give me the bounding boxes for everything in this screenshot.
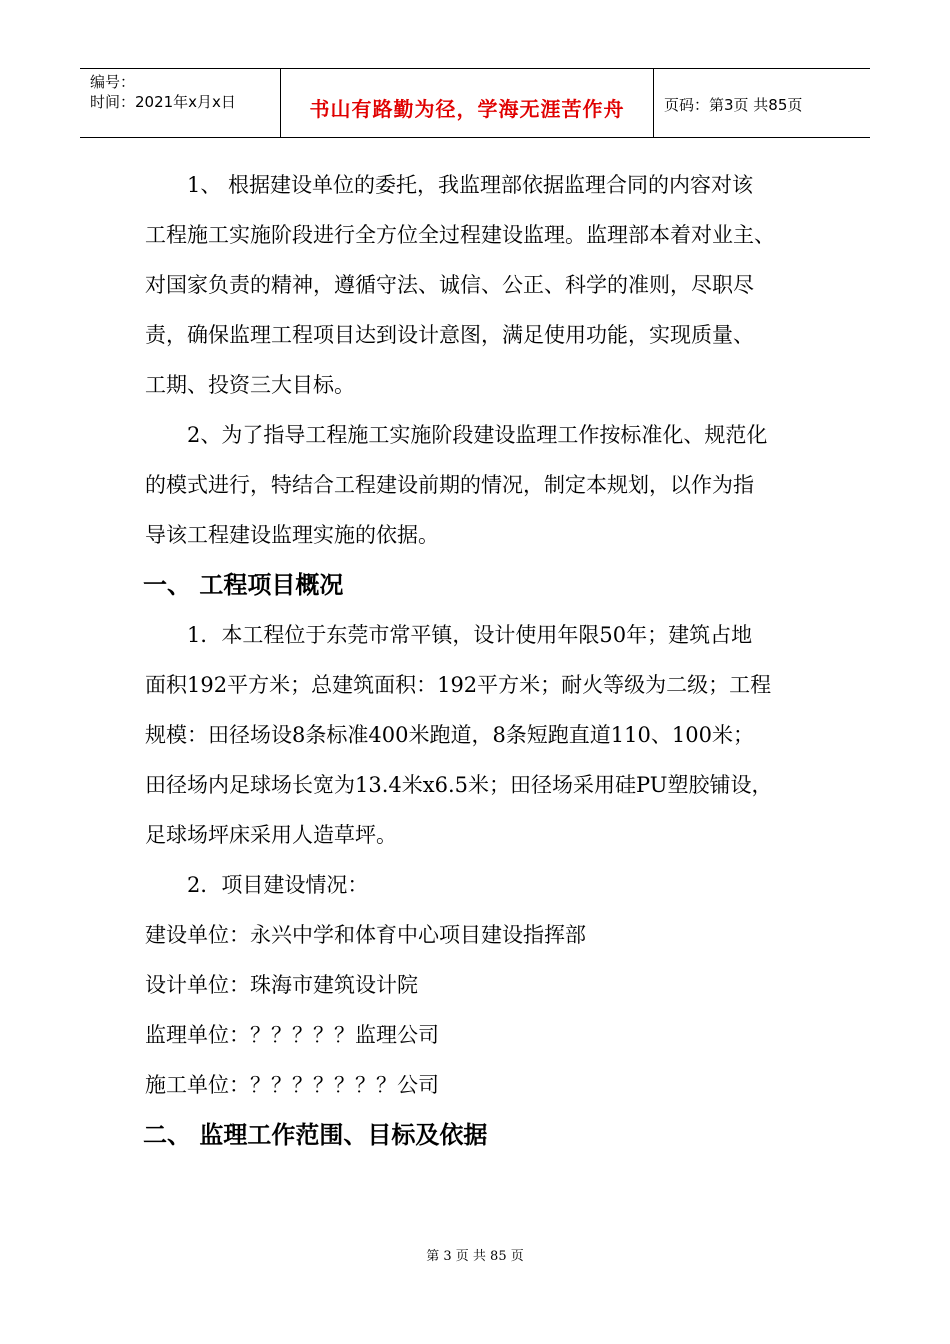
header-right-cell	[654, 69, 870, 137]
header-left-cell	[80, 69, 281, 137]
paragraph-line: 1．本工程位于东莞市常平镇，设计使用年限50年；建筑占地	[187, 623, 753, 647]
document-body	[145, 160, 810, 1160]
document-number-label: 编号：	[90, 73, 136, 91]
paragraph-line: 2、为了指导工程施工实施阶段建设监理工作按标准化、规范化	[187, 423, 768, 447]
section-heading-1: 一、 工程项目概况	[143, 571, 344, 599]
document-date: 时间：2021年x月x日	[90, 93, 236, 111]
paragraph-line: 面积192平方米；总建筑面积：192平方米；耐火等级为二级；工程	[145, 673, 772, 697]
paragraph-line: 责，确保监理工程项目达到设计意图，满足使用功能，实现质量、	[145, 323, 754, 347]
subsection-title: 2．项目建设情况：	[187, 873, 369, 897]
paragraph-line: 规模：田径场设8条标准400米跑道，8条短跑直道110、100米；	[145, 723, 754, 747]
unit-line-supervision: 监理单位：？？？？？监理公司	[145, 1023, 439, 1047]
section-heading-2: 二、 监理工作范围、目标及依据	[143, 1121, 488, 1149]
page-footer: 第 3 页 共 85 页	[426, 1249, 524, 1264]
paragraph-line: 田径场内足球场长宽为13.4米x6.5米；田径场采用硅PU塑胶铺设，	[145, 773, 773, 797]
paragraph-line: 工期、投资三大目标。	[145, 373, 355, 397]
unit-line-contractor: 施工单位：？？？？？？？公司	[145, 1073, 439, 1097]
unit-line-design: 设计单位：珠海市建筑设计院	[145, 973, 418, 997]
unit-line-construction: 建设单位：永兴中学和体育中心项目建设指挥部	[145, 923, 586, 947]
paragraph-line: 足球场坪床采用人造草坪。	[145, 823, 397, 847]
paragraph-line: 工程施工实施阶段进行全方位全过程建设监理。监理部本着对业主、	[145, 223, 775, 247]
paragraph-line: 对国家负责的精神，遵循守法、诚信、公正、科学的准则，尽职尽	[145, 273, 754, 297]
header-middle-cell	[281, 69, 654, 137]
paragraph-line: 导该工程建设监理实施的依据。	[145, 523, 439, 547]
page-header	[80, 68, 870, 138]
paragraph-line: 的模式进行，特结合工程建设前期的情况，制定本规划，以作为指	[145, 473, 754, 497]
header-page-code: 页码：第3页 共85页	[664, 96, 803, 114]
header-motto: 书山有路勤为径，学海无涯苦作舟	[309, 97, 625, 121]
paragraph-line: 1、 根据建设单位的委托，我监理部依据监理合同的内容对该	[187, 173, 754, 197]
